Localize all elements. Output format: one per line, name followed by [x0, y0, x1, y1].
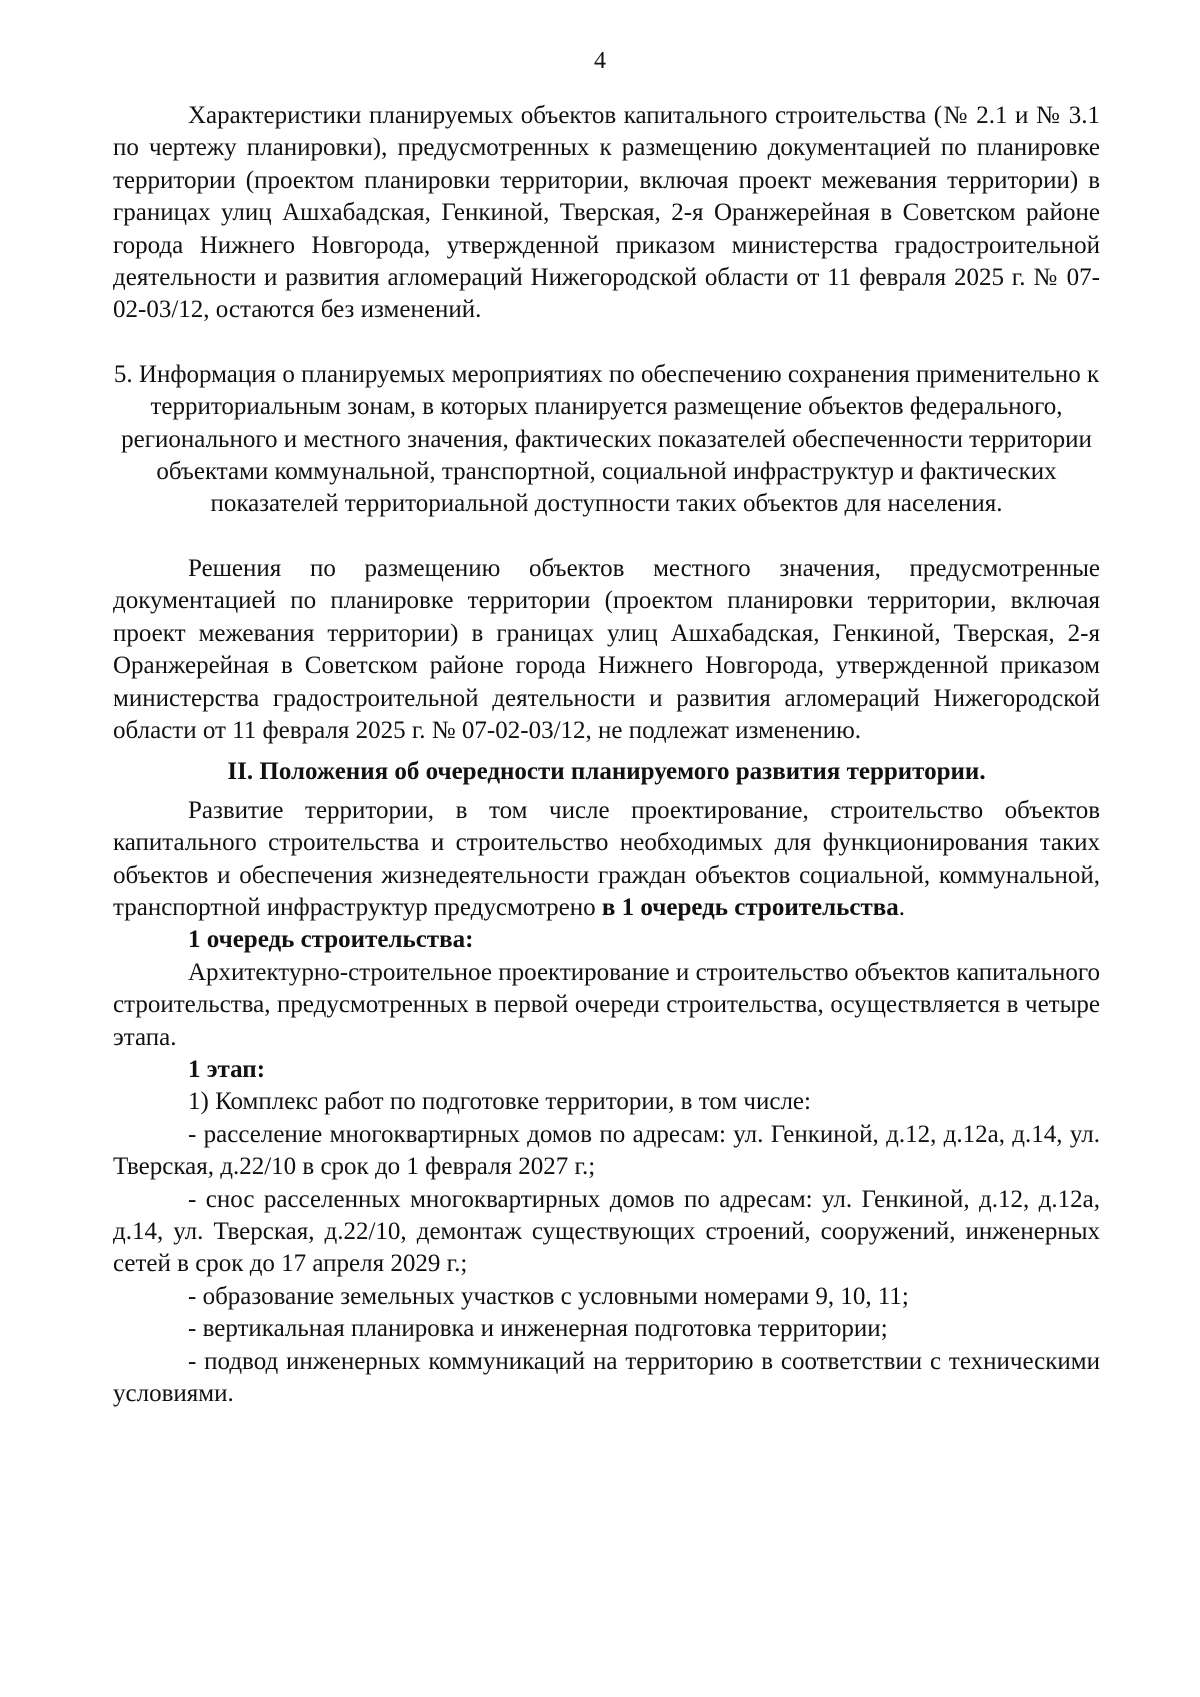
bullet-demolition: - снос расселенных многоквартирных домов по адресам: ул. Генкиной, д.12, д.12а, д.14, ул. Тверская, д.22/10, демонтаж существующих строений, сооружений, инженерных сетей в срок до 17 апреля 2029 г.;	[113, 1185, 1100, 1278]
development-text-end: .	[898, 893, 905, 921]
development-text: Развитие территории, в том числе проектирование, строительство объектов капитального строительства и строительство необходимых для функционирования таких объектов и обеспечения жизнедеятельности граждан объектов социальной, коммунальной, транспортной инфраструктур предусмотрено	[113, 796, 1100, 921]
paragraph-decisions: Решения по размещению объектов местного значения, предусмотренные документацией по планировке территории (проектом планировки территории, включая проект межевания территории) в границах улиц Ашхабадская, Генкиной, Тверская, 2-я Оранжерейная в Советском районе города Нижнего Новгорода, утвержденной приказом министерства градостроительной деятельности и развития агломераций Нижегородской области от 11 февраля 2025 г. № 07-02-03/12, не подлежат изменению.	[113, 554, 1100, 744]
bullet-land-plots: - образование земельных участков с условными номерами 9, 10, 11;	[188, 1282, 909, 1310]
development-queue-bold: в 1 очередь строительства	[601, 893, 899, 921]
list-item-1: 1) Комплекс работ по подготовке территории, в том числе:	[188, 1088, 811, 1116]
paragraph-development	[113, 795, 1100, 925]
section-5-title: 5. Информация о планируемых мероприятиях по обеспечению сохранения применительно к территориальным зонам, в которых планируется размещение объектов федерального, регионального и местного значения, фактических показателей обеспеченности территории объектами коммунальной, транспортной, социальной инфраструктур и фактических показателей территориальной доступности таких объектов для населения.	[113, 360, 1100, 518]
spacer	[113, 327, 1100, 359]
bullet-utilities: - подвод инженерных коммуникаций на территорию в соответствии с техническими условиями.	[113, 1347, 1100, 1408]
stage-1-title: 1 этап:	[188, 1055, 266, 1083]
page-number: 4	[594, 48, 606, 74]
queue-1-title: 1 очередь строительства:	[188, 926, 474, 954]
document-body	[113, 100, 1100, 1410]
paragraph-architecture: Архитектурно-строительное проектирование и строительство объектов капитального строительства, предусмотренных в первой очереди строительства, осуществляется в четыре этапа.	[113, 958, 1100, 1051]
bullet-vertical-planning: - вертикальная планировка и инженерная подготовка территории;	[188, 1315, 888, 1343]
section-2-heading: II. Положения об очередности планируемого развития территории.	[227, 758, 986, 786]
bullet-resettlement: - расселение многоквартирных домов по адресам: ул. Генкиной, д.12, д.12а, д.14, ул. Тверская, д.22/10 в срок до 1 февраля 2027 г.;	[113, 1120, 1100, 1181]
paragraph-characteristics: Характеристики планируемых объектов капитального строительства (№ 2.1 и № 3.1 по чертежу планировки), предусмотренных к размещению документацией по планировке территории (проектом планировки территории, включая проект межевания территории) в границах улиц Ашхабадская, Генкиной, Тверская, 2-я Оранжерейная в Советском районе города Нижнего Новгорода, утвержденной приказом министерства градостроительной деятельности и развития агломераций Нижегородской области от 11 февраля 2025 г. № 07-02-03/12, остаются без изменений.	[113, 102, 1100, 324]
spacer	[113, 521, 1100, 553]
